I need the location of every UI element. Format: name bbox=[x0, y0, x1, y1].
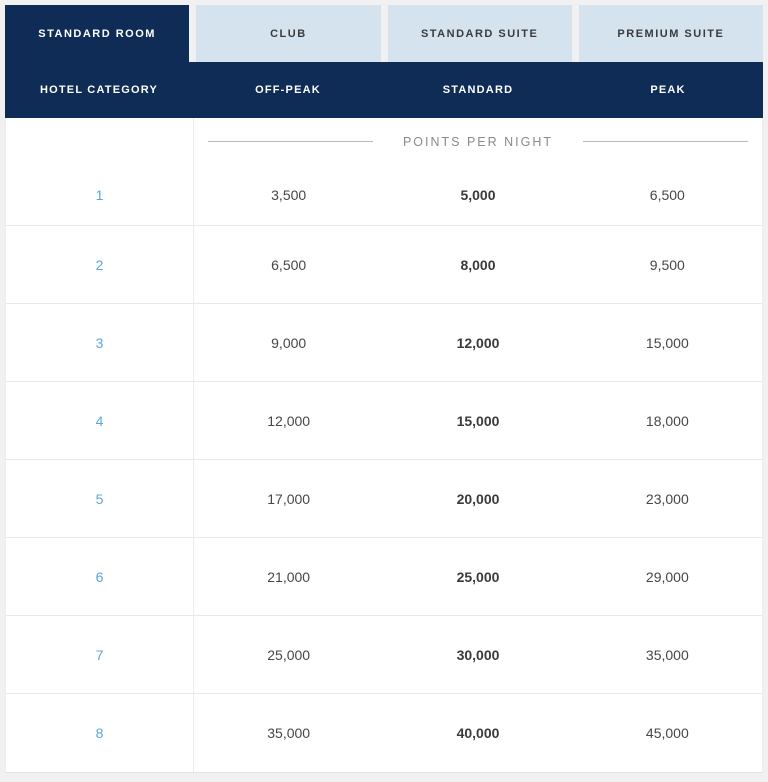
col-header-peak: PEAK bbox=[650, 84, 686, 96]
table-row bbox=[6, 460, 762, 538]
peak-value: 29,000 bbox=[645, 568, 689, 585]
points-per-night-caption bbox=[194, 118, 762, 164]
peak-value: 15,000 bbox=[645, 334, 689, 351]
points-table-body bbox=[5, 118, 763, 773]
peak-value: 6,500 bbox=[649, 186, 685, 203]
standard-value: 20,000 bbox=[456, 490, 500, 507]
off-peak-value: 6,500 bbox=[271, 256, 307, 273]
award-chart bbox=[5, 5, 763, 773]
caption-text: POINTS PER NIGHT bbox=[402, 135, 554, 149]
table-row bbox=[6, 616, 762, 694]
table-row bbox=[6, 164, 762, 226]
tab-standard-suite[interactable]: STANDARD SUITE bbox=[388, 5, 572, 62]
col-header-off-peak: OFF-PEAK bbox=[255, 84, 321, 96]
category-link[interactable]: 8 bbox=[95, 725, 104, 741]
category-link[interactable]: 2 bbox=[95, 256, 104, 273]
off-peak-value: 17,000 bbox=[267, 490, 311, 507]
standard-value: 40,000 bbox=[456, 725, 500, 741]
off-peak-value: 3,500 bbox=[271, 186, 307, 203]
peak-value: 45,000 bbox=[645, 725, 689, 741]
table-row bbox=[6, 226, 762, 304]
standard-value: 30,000 bbox=[456, 646, 500, 663]
standard-value: 15,000 bbox=[456, 412, 500, 429]
caption-right-rule bbox=[583, 141, 748, 142]
table-row bbox=[6, 694, 762, 772]
category-link[interactable]: 6 bbox=[95, 568, 104, 585]
peak-value: 23,000 bbox=[645, 490, 689, 507]
standard-value: 5,000 bbox=[460, 186, 496, 203]
table-row bbox=[6, 382, 762, 460]
category-rail-spacer bbox=[6, 118, 194, 164]
caption-left-rule bbox=[208, 141, 373, 142]
category-link[interactable]: 1 bbox=[95, 186, 104, 203]
col-header-standard: STANDARD bbox=[442, 84, 514, 96]
standard-value: 25,000 bbox=[456, 568, 500, 585]
table-column-header bbox=[5, 62, 763, 118]
peak-value: 9,500 bbox=[649, 256, 685, 273]
category-link[interactable]: 3 bbox=[95, 334, 104, 351]
caption-row bbox=[6, 118, 762, 164]
room-type-tabs bbox=[5, 5, 763, 62]
col-header-hotel-category: HOTEL CATEGORY bbox=[39, 84, 159, 96]
tab-standard-room[interactable]: STANDARD ROOM bbox=[5, 5, 189, 62]
category-link[interactable]: 7 bbox=[95, 646, 104, 663]
standard-value: 12,000 bbox=[456, 334, 500, 351]
category-link[interactable]: 4 bbox=[95, 412, 104, 429]
peak-value: 18,000 bbox=[645, 412, 689, 429]
table-row bbox=[6, 304, 762, 382]
off-peak-value: 12,000 bbox=[267, 412, 311, 429]
off-peak-value: 35,000 bbox=[267, 725, 311, 741]
tab-club[interactable]: CLUB bbox=[196, 5, 380, 62]
off-peak-value: 21,000 bbox=[267, 568, 311, 585]
table-row bbox=[6, 538, 762, 616]
off-peak-value: 25,000 bbox=[267, 646, 311, 663]
tab-premium-suite[interactable]: PREMIUM SUITE bbox=[579, 5, 763, 62]
peak-value: 35,000 bbox=[645, 646, 689, 663]
standard-value: 8,000 bbox=[460, 256, 496, 273]
category-link[interactable]: 5 bbox=[95, 490, 104, 507]
off-peak-value: 9,000 bbox=[271, 334, 307, 351]
